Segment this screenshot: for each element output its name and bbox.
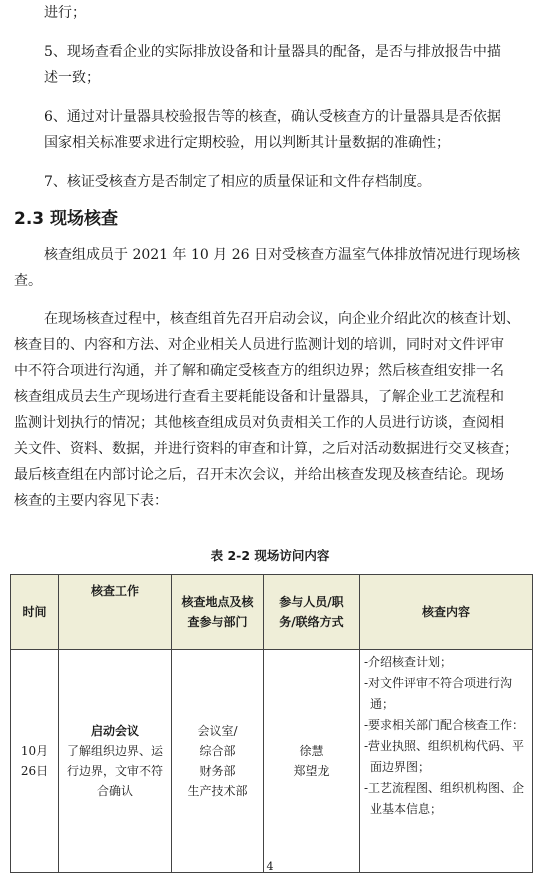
text-line: 7、核证受核查方是否制定了相应的质量保证和文件存档制度。 — [44, 174, 431, 190]
content-item: 通； — [370, 697, 395, 711]
table-header-row — [11, 575, 533, 650]
paragraph-line: 监测计划执行的情况；其他核查组成员对负责相关工作的人员进行访谈，查阅相 — [14, 415, 504, 431]
header-person — [264, 575, 360, 650]
site-visit-table — [10, 574, 533, 873]
content-item: -对文件评审不符合项进行沟 — [364, 676, 513, 690]
text-line: 述一致； — [44, 70, 100, 86]
paragraph-line: 核查组成员于 2021 年 10 月 26 日对受核查方温室气体排放情况进行现场核 — [44, 247, 520, 263]
work-desc-line: 了解组织边界、运 — [66, 744, 163, 758]
text-line: 国家相关标准要求进行定期校验，用以判断其计量数据的准确性； — [44, 135, 450, 151]
cell-content — [360, 650, 533, 873]
paragraph-line: 中不符合项进行沟通，并了解和确定受核查方的组织边界；然后核查组安排一名 — [14, 363, 504, 379]
header-place — [172, 575, 264, 650]
cell-work — [59, 650, 172, 873]
place-line: 综合部 — [199, 744, 236, 758]
place-line: 生产技术部 — [187, 784, 248, 798]
person-line: 徐慧 — [299, 744, 324, 758]
cell-time — [11, 650, 59, 873]
header-work: 核查工作 — [59, 575, 172, 650]
header-place-line: 查参与部门 — [187, 615, 248, 629]
header-time: 时间 — [11, 575, 59, 650]
content-item: -要求相关部门配合核查工作： — [364, 718, 525, 732]
work-desc-line: 行边界，文审不符 — [66, 764, 163, 778]
content-item: 业基本信息； — [370, 802, 443, 816]
table-caption: 表 2-2 现场访问内容 — [210, 548, 330, 563]
text-line: 5、现场查看企业的实际排放设备和计量器具的配备，是否与排放报告中描 — [44, 44, 501, 60]
table-row — [11, 650, 533, 873]
content-item: -介绍核查计划； — [364, 655, 453, 669]
work-desc-line: 合确认 — [96, 784, 133, 798]
header-person-line: 参与人员/职 — [279, 595, 344, 609]
paragraph-line: 核查的主要内容见下表： — [14, 493, 168, 509]
text-line: 进行； — [44, 5, 86, 21]
paragraph-line: 关文件、资料、数据，并进行资料的审查和计算，之后对活动数据进行交叉核查； — [14, 441, 518, 457]
header-place-line: 核查地点及核 — [181, 595, 254, 609]
cell-person — [264, 650, 360, 873]
paragraph-line: 在现场核查过程中，核查组首先召开启动会议，向企业介绍此次的核查计划、 — [44, 311, 520, 327]
person-line: 郑望龙 — [293, 764, 330, 778]
time-line: 26日 — [20, 764, 49, 778]
page-number: 4 — [266, 860, 274, 873]
header-person-line: 务/联络方式 — [279, 615, 344, 629]
text-line: 6、通过对计量器具校验报告等的核查，确认受核查方的计量器具是否依据 — [44, 109, 501, 125]
content-item: -营业执照、组织机构代码、平 — [364, 739, 525, 753]
section-heading: 2.3 现场核查 — [14, 209, 119, 229]
paragraph-line: 查。 — [14, 273, 42, 289]
cell-place — [172, 650, 264, 873]
work-title: 启动会议 — [90, 724, 139, 738]
content-item: -工艺流程图、组织机构图、企 — [364, 781, 525, 795]
place-line: 财务部 — [199, 764, 236, 778]
header-content: 核查内容 — [360, 575, 533, 650]
content-item: 面边界图； — [370, 760, 431, 774]
place-line: 会议室/ — [197, 724, 238, 738]
paragraph-line: 核查组成员去生产现场进行查看主要耗能设备和计量器具，了解企业工艺流程和 — [14, 389, 504, 405]
paragraph-line: 核查目的、内容和方法、对企业相关人员进行监测计划的培训，同时对文件评审 — [14, 337, 504, 353]
paragraph-line: 最后核查组在内部讨论之后，召开末次会议，并给出核查发现及核查结论。现场 — [14, 467, 504, 483]
time-line: 10月 — [20, 744, 49, 758]
